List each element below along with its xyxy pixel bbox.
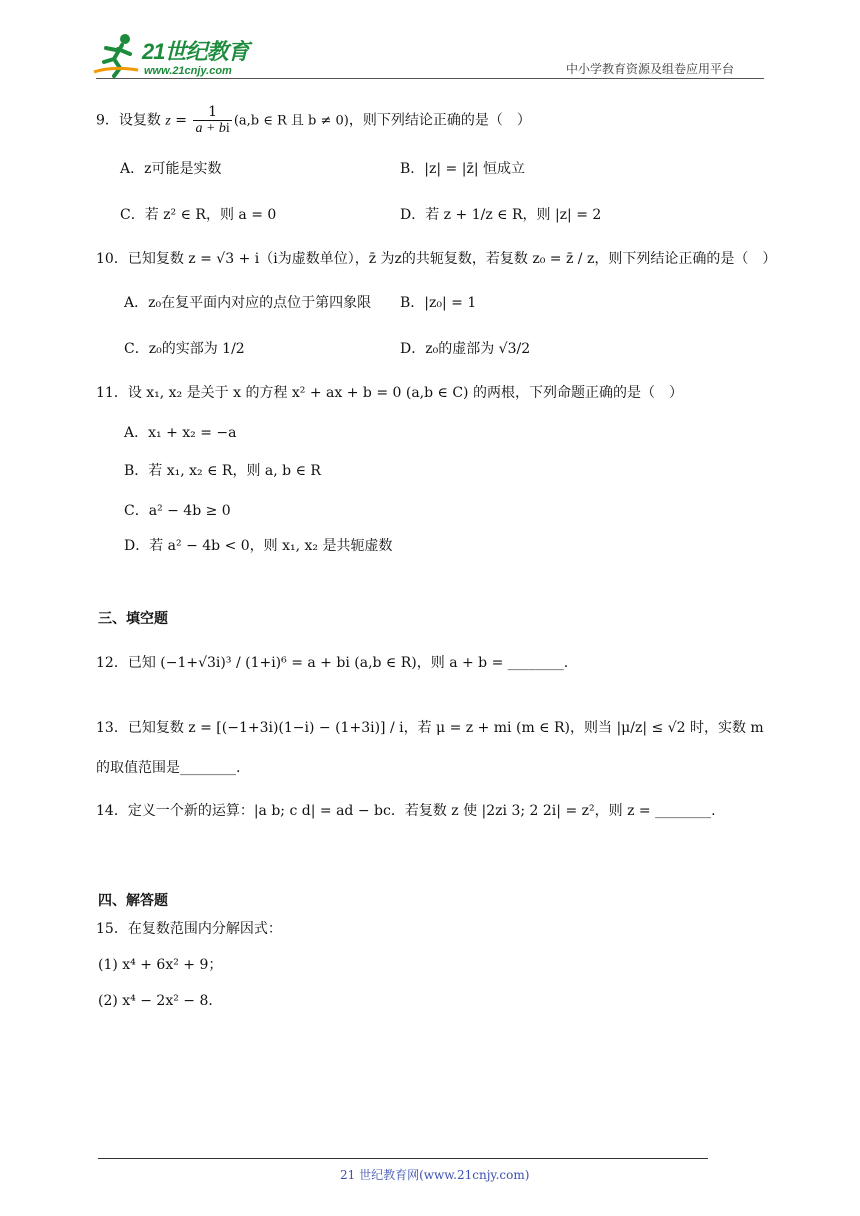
q9-option-a[interactable]: A．z可能是实数 xyxy=(120,161,222,177)
q14-stem-text: 定义一个新的运算：|a b; c d| = ad − bc．若复数 z 使 |2zi 3; 2 2i| = z²，则 z = ________. xyxy=(127,803,716,819)
q12-stem-text: 已知 (−1+√3i)³ / (1+i)⁶ = a + bi (a,b ∈ R)，则 a + b = ________. xyxy=(127,655,569,671)
q11-option-a[interactable]: A．x₁ + x₂ = −a xyxy=(124,425,237,441)
q12-number: 12． xyxy=(96,655,128,671)
section-fill-blank-heading: 三、填空题 xyxy=(98,611,168,627)
q11-number: 11． xyxy=(96,385,128,401)
q10-option-d[interactable]: D．z₀的虚部为 √3/2 xyxy=(400,341,531,357)
q11-option-d[interactable]: D．若 a² − 4b < 0，则 x₁, x₂ 是共轭虚数 xyxy=(124,538,393,554)
q15-number: 15． xyxy=(96,921,128,937)
footer-text: 21 世纪教育网(www.21cnjy.com) xyxy=(340,1168,530,1182)
q13-number: 13． xyxy=(96,720,128,736)
q11-option-b[interactable]: B．若 x₁, x₂ ∈ R，则 a, b ∈ R xyxy=(124,463,321,479)
logo xyxy=(92,32,262,80)
q9-number: 9． xyxy=(96,112,119,129)
logo-brand xyxy=(142,34,248,66)
q10-number: 10． xyxy=(96,251,128,267)
q11-option-c[interactable]: C．a² − 4b ≥ 0 xyxy=(124,503,231,519)
q10-option-c[interactable]: C．z₀的实部为 1/2 xyxy=(124,341,245,357)
q9-fraction: $\frac{1}{a + bi}$ xyxy=(195,104,230,137)
question-14 xyxy=(96,800,716,820)
question-13 xyxy=(96,708,764,788)
footer-rule xyxy=(98,1158,708,1159)
q11-stem-text: 设 x₁, x₂ 是关于 x 的方程 x² + ax + b = 0 (a,b ∈ C) 的两根，下列命题正确的是（ ） xyxy=(127,385,683,401)
q10-option-b[interactable]: B．|z₀| = 1 xyxy=(400,295,477,311)
q15-part-1: (1) x⁴ + 6x² + 9； xyxy=(98,957,223,973)
q9-stem-prefix: 设复数 xyxy=(118,112,161,129)
q15-stem-text: 在复数范围内分解因式： xyxy=(127,921,282,937)
q11-stem xyxy=(96,382,683,402)
q10-stem-text: 已知复数 z = √3 + i（i为虚数单位），z̄ 为z的共轭复数，若复数 z₀ = z̄ / z，则下列结论正确的是（ ） xyxy=(127,251,777,267)
q9-option-c[interactable]: C．若 z² ∈ R，则 a = 0 xyxy=(120,207,277,223)
runner-logo-icon xyxy=(92,32,142,78)
logo-main-text: 21世纪教育 xyxy=(142,39,249,64)
q9-option-b[interactable]: B．|z| = |z̄| 恒成立 xyxy=(400,161,525,177)
q14-number: 14． xyxy=(96,803,128,819)
platform-name: 中小学教育资源及组卷应用平台 xyxy=(566,62,735,76)
section-answer-heading: 四、解答题 xyxy=(98,893,168,909)
q15-stem xyxy=(96,918,282,938)
q13-stem-text: 已知复数 z = [(−1+3i)(1−i) − (1+3i)] / i，若 μ = z + mi (m ∈ R)，则当 |μ/z| ≤ √2 时，实数 m 的取值范围是________. xyxy=(96,720,764,776)
q10-stem xyxy=(96,248,776,268)
q9-option-d[interactable]: D．若 z + 1/z ∈ R，则 |z| = 2 xyxy=(400,207,602,223)
q9-stem-suffix: ，则下列结论正确的是（ ） xyxy=(348,112,531,129)
logo-url: www.21cnjy.com xyxy=(144,65,232,77)
q9-stem: 9．设复数 z = $\frac{1}{a + bi}$ (a,b ∈ R 且 b ≠ 0)，则下列结论正确的是（ ） xyxy=(96,104,531,137)
q15-part-2: (2) x⁴ − 2x² − 8． xyxy=(98,993,223,1009)
q10-option-a[interactable]: A．z₀在复平面内对应的点位于第四象限 xyxy=(124,295,372,311)
question-12 xyxy=(96,652,568,672)
header-rule xyxy=(96,78,764,79)
q9-condition: (a,b ∈ R 且 b ≠ 0) xyxy=(233,113,349,129)
